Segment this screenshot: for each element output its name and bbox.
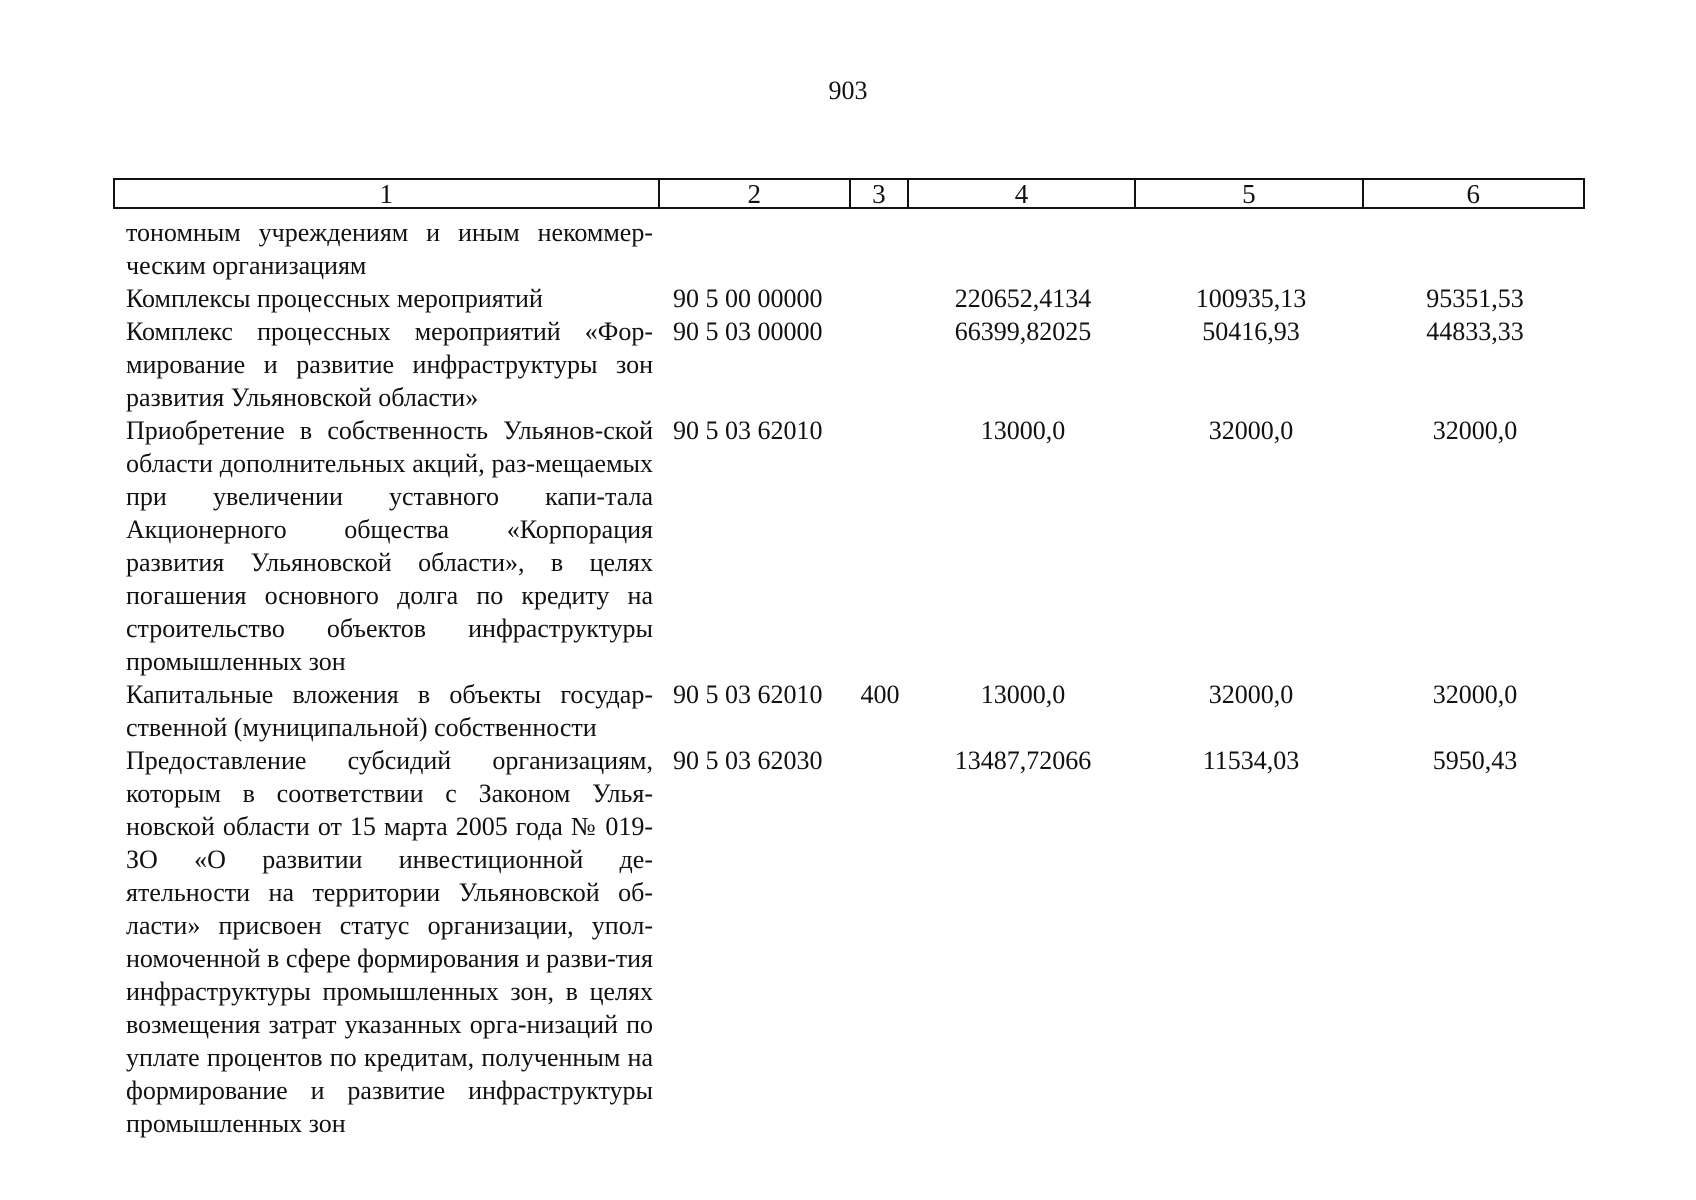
row-value-5: 11534,03 [1202, 746, 1300, 775]
row-kind [851, 744, 909, 1140]
table-row [113, 315, 1585, 414]
column-header-3: 3 [851, 180, 909, 207]
row-value-4: 66399,82025 [954, 317, 1092, 346]
row-value-6 [1365, 216, 1585, 282]
row-code: 90 5 03 62010 [673, 416, 823, 445]
table-row [113, 282, 1585, 315]
row-value-5: 32000,0 [1208, 416, 1294, 445]
page-number: 903 [828, 76, 868, 105]
column-header-1: 1 [115, 180, 660, 207]
row-name: тономным учреждениям и иным некоммер-ческим организациям [126, 218, 653, 280]
table-header-row [113, 178, 1585, 209]
column-header-4: 4 [909, 180, 1136, 207]
row-code: 90 5 03 00000 [673, 317, 823, 346]
row-code: 90 5 03 62030 [673, 746, 823, 775]
row-value-4: 13000,0 [980, 680, 1066, 709]
row-value-6: 44833,33 [1426, 317, 1524, 346]
row-value-4: 13487,72066 [954, 746, 1092, 775]
row-value-5: 50416,93 [1202, 317, 1300, 346]
row-code [653, 216, 851, 282]
row-value-5: 100935,13 [1195, 284, 1307, 313]
row-value-5: 32000,0 [1208, 680, 1294, 709]
row-name: Предоставление субсидий организациям, которым в соответствии с Законом Улья-новской области от 15 марта 2005 года № 019-ЗО «О развитии инвестиционной де-ятельности на территории Ульяновской об-ласти» присвоен статус организации, упол-номоченной в сфере формирования и разви-тия инфраструктуры промышленных зон, в целях возмещения затрат указанных орга-низаций по уплате процентов по кредитам, полученным на формирование и развитие инфраструктуры промышленных зон [126, 746, 654, 1138]
row-kind: 400 [860, 680, 900, 709]
row-value-4 [909, 216, 1137, 282]
row-kind [851, 315, 909, 414]
row-value-4: 220652,4134 [954, 284, 1092, 313]
column-header-6: 6 [1466, 179, 1481, 209]
table-row [113, 216, 1585, 282]
table-row [113, 744, 1585, 1140]
row-name: Капитальные вложения в объекты государ-ственной (муниципальной) собственности [126, 680, 653, 742]
row-code: 90 5 00 00000 [673, 284, 823, 313]
row-code: 90 5 03 62010 [673, 680, 823, 709]
table-row [113, 414, 1585, 678]
row-kind [851, 414, 909, 678]
row-value-6: 5950,43 [1432, 746, 1518, 775]
column-header-5: 5 [1136, 180, 1363, 207]
row-name: Приобретение в собственность Ульянов-ской области дополнительных акций, раз-мещаемых при увеличении уставного капи-тала Акционерного общества «Корпорация развития Ульяновской области», в целях погашения основного долга по кредиту на строительство объектов инфраструктуры промышленных зон [126, 416, 653, 676]
row-value-6: 32000,0 [1432, 416, 1518, 445]
row-value-5 [1137, 216, 1365, 282]
row-value-6: 95351,53 [1426, 284, 1524, 313]
row-name: Комплекс процессных мероприятий «Фор-мирование и развитие инфраструктуры зон развития Ульяновской области» [126, 317, 653, 412]
row-kind [851, 216, 909, 282]
table-row [113, 678, 1585, 744]
row-value-4: 13000,0 [980, 416, 1066, 445]
row-value-6: 32000,0 [1432, 680, 1518, 709]
row-kind [851, 282, 909, 315]
table-body [113, 216, 1585, 1140]
row-name: Комплексы процессных мероприятий [126, 284, 543, 313]
column-header-2: 2 [660, 180, 851, 207]
